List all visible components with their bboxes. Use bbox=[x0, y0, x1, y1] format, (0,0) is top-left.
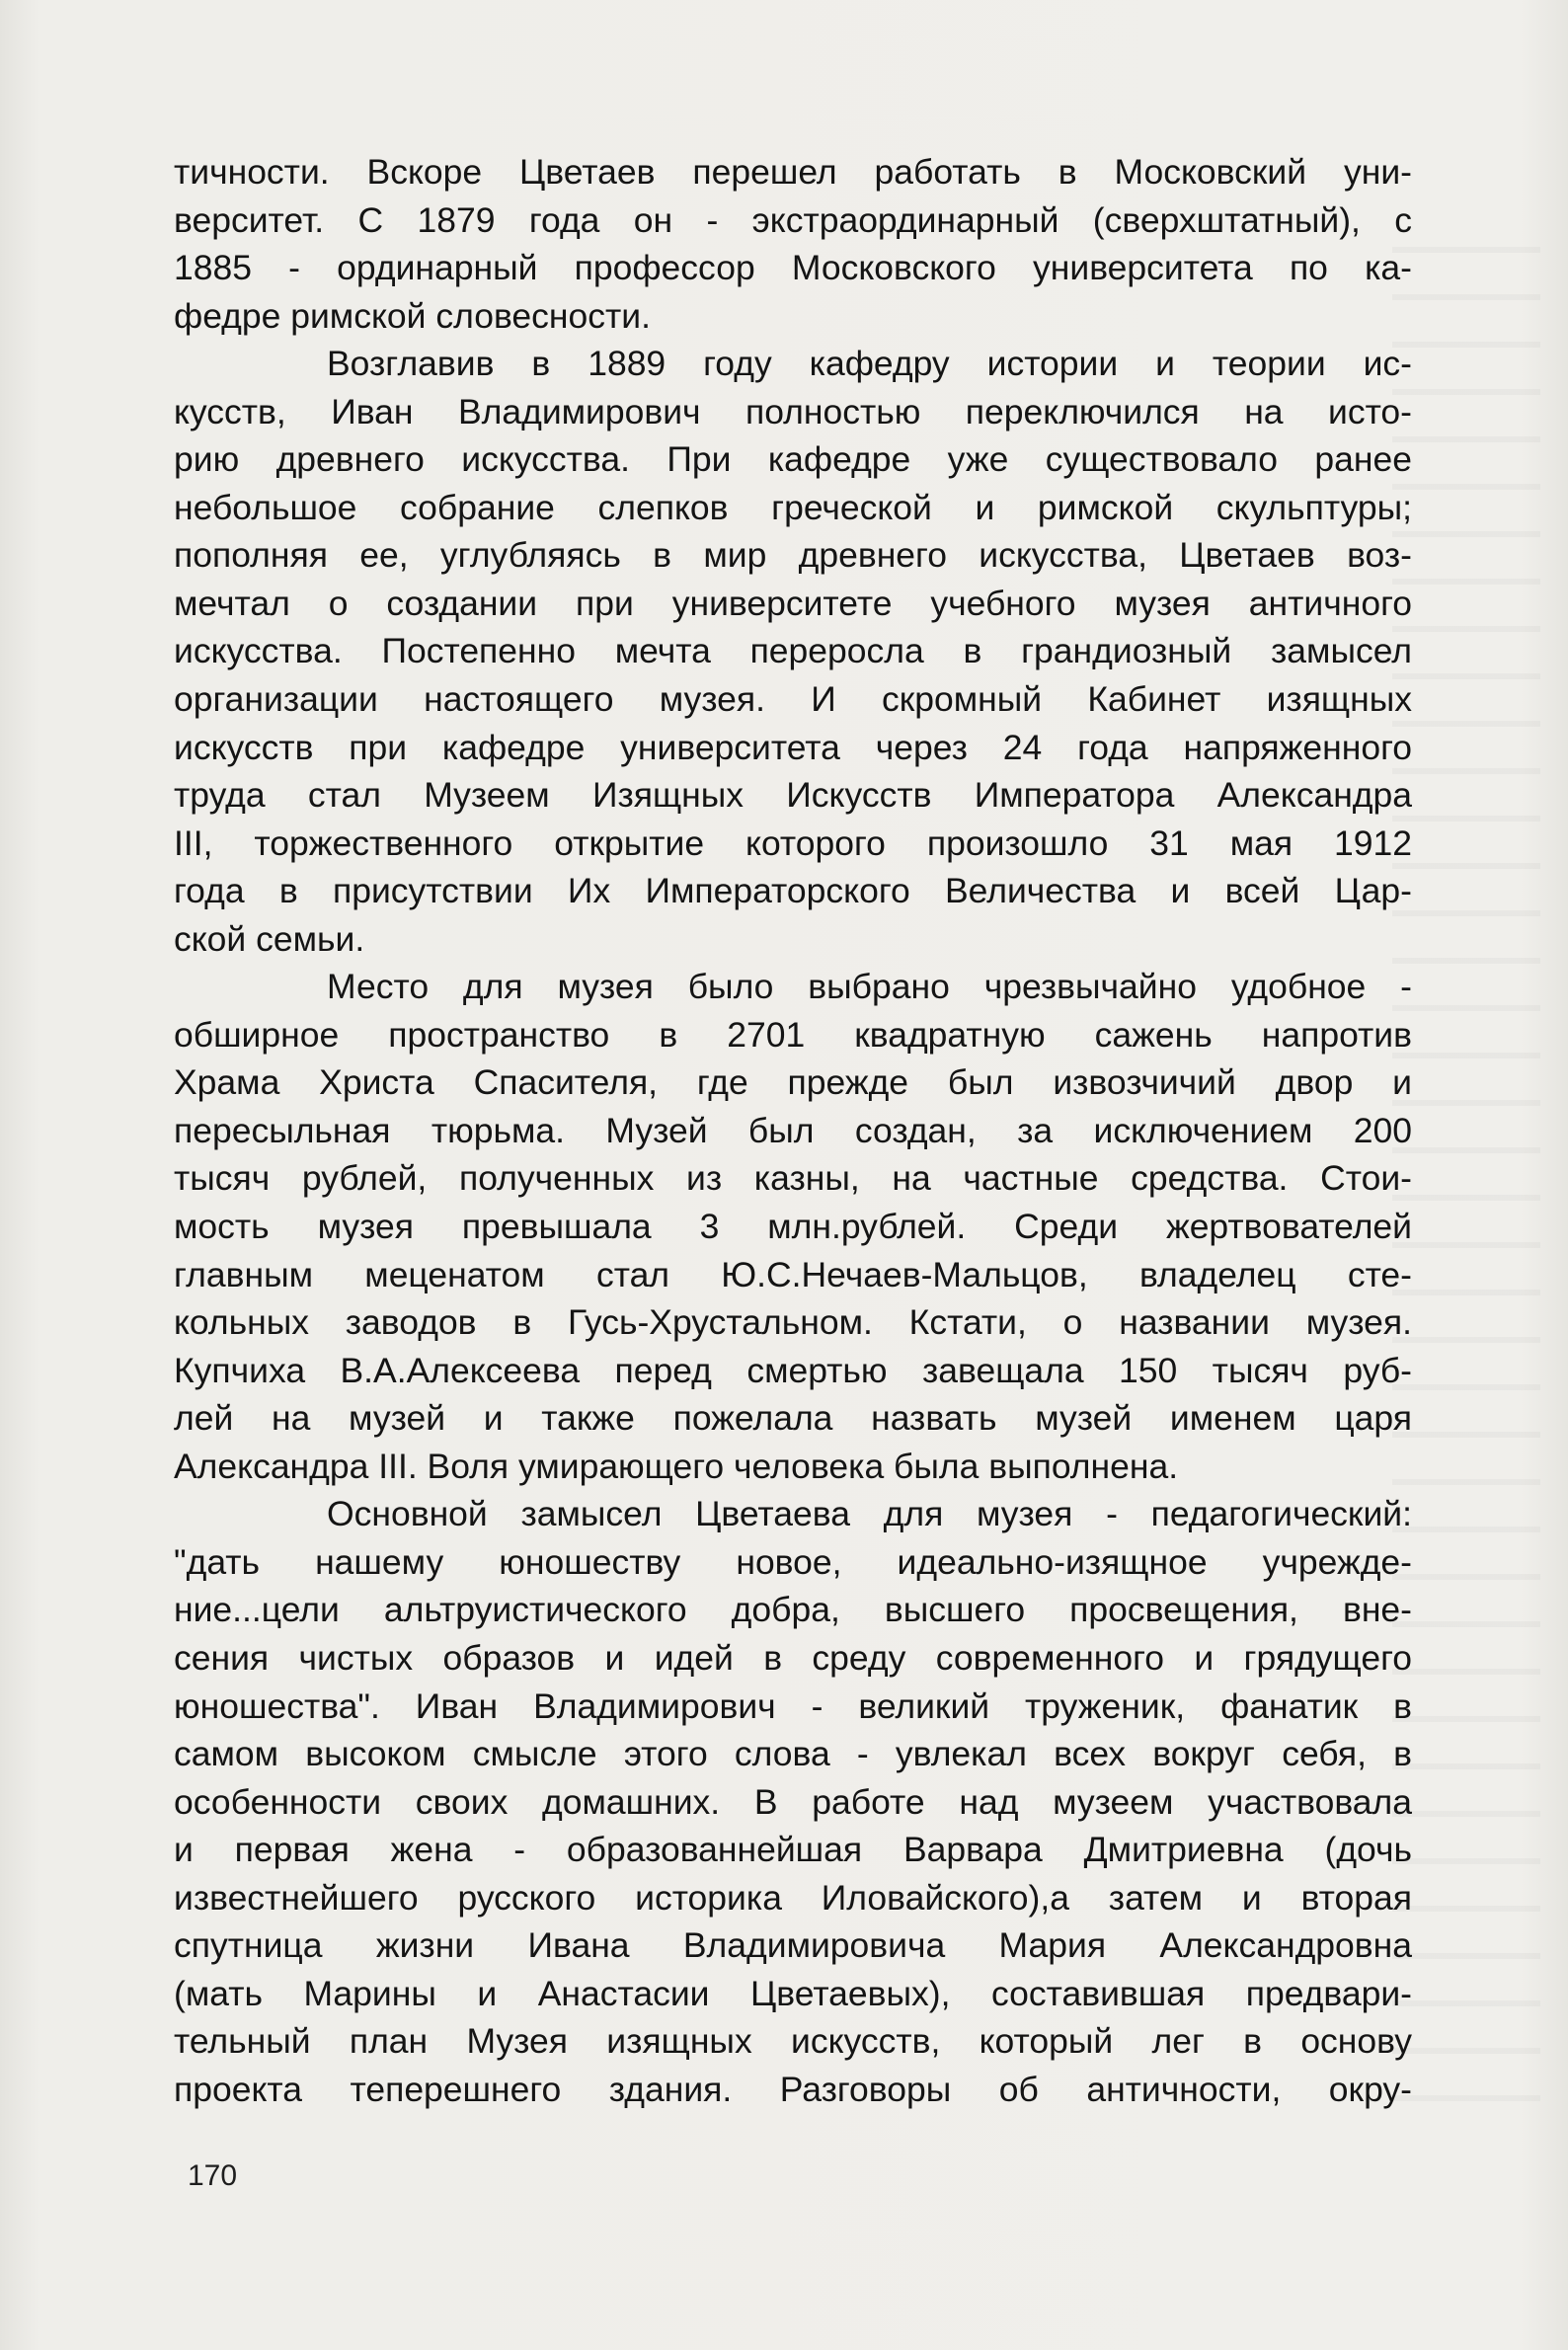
text-line: сения чистых образов и идей в среду современного и грядущего bbox=[174, 1637, 1412, 1678]
text-line: Купчиха В.А.Алексеева перед смертью завещала 150 тысяч руб- bbox=[174, 1350, 1412, 1390]
text-line: ской семьи. bbox=[174, 918, 365, 959]
text-line: пересыльная тюрьма. Музей был создан, за исключением 200 bbox=[174, 1110, 1412, 1150]
page-number: 170 bbox=[188, 2159, 238, 2192]
text-line: "дать нашему юношеству новое, идеально-изящное учрежде- bbox=[174, 1541, 1412, 1582]
text-line: известнейшего русского историка Иловайского),а затем и вторая bbox=[174, 1877, 1412, 1918]
text-line: Александра III. Воля умирающего человека была выполнена. bbox=[174, 1446, 1179, 1486]
text-line: и первая жена - образованнейшая Варвара Дмитриевна (дочь bbox=[174, 1830, 1412, 1870]
text-line: III, торжественного открытие которого произошло 31 мая 1912 bbox=[174, 822, 1412, 863]
text-line: самом высоком смысле этого слова - увлекал всех вокруг себя, в bbox=[174, 1734, 1412, 1774]
text-line: организации настоящего музея. И скромный Кабинет изящных bbox=[174, 679, 1412, 720]
text-line: тичности. Вскоре Цветаев перешел работать в Московский уни- bbox=[174, 152, 1412, 192]
text-line: обширное пространство в 2701 квадратную сажень напротив bbox=[174, 1014, 1412, 1055]
text-line: рию древнего искусства. При кафедре уже существовало ранее bbox=[174, 439, 1412, 480]
text-line: Храма Христа Спасителя, где прежде был извозчичий двор и bbox=[174, 1062, 1412, 1103]
text-line: верситет. С 1879 года он - экстраординарный (сверхштатный), с bbox=[174, 199, 1412, 240]
show-through-texture bbox=[1392, 247, 1540, 2123]
text-line: пополняя ее, углубляясь в мир древнего искусства, Цветаев воз- bbox=[174, 535, 1412, 576]
text-line: юношества". Иван Владимирович - великий труженик, фанатик в bbox=[174, 1685, 1412, 1726]
text-line: лей на музей и также пожелала назвать музей именем царя bbox=[174, 1398, 1412, 1439]
text-line: мость музея превышала 3 млн.рублей. Среди жертвователей bbox=[174, 1207, 1412, 1247]
text-line: особенности своих домашних. В работе над музеем участвовала bbox=[174, 1781, 1412, 1822]
text-line: тысяч рублей, полученных из казны, на частные средства. Стои- bbox=[174, 1158, 1412, 1199]
text-line: 1885 - ординарный профессор Московского университета по ка- bbox=[174, 248, 1412, 288]
text-line: искусства. Постепенно мечта переросла в грандиозный замысел bbox=[174, 631, 1412, 671]
text-line: ние...цели альтруистического добра, высшего просвещения, вне- bbox=[174, 1590, 1412, 1630]
text-line: кольных заводов в Гусь-Хрустальном. Кстати, о названии музея. bbox=[174, 1302, 1412, 1343]
text-line: тельный план Музея изящных искусств, который лег в основу bbox=[174, 2021, 1412, 2062]
text-line: проекта теперешнего здания. Разговоры об античности, окру- bbox=[174, 2069, 1412, 2109]
paragraph-start-line: Основной замысел Цветаева для музея - педагогический: bbox=[327, 1494, 1412, 1534]
text-line: небольшое собрание слепков греческой и римской скульптуры; bbox=[174, 487, 1412, 527]
body-text bbox=[174, 148, 1412, 2113]
text-line: (мать Марины и Анастасии Цветаевых), составившая предвари- bbox=[174, 1973, 1412, 2013]
text-line: кусств, Иван Владимирович полностью переключился на исто- bbox=[174, 391, 1412, 431]
text-line: мечтал о создании при университете учебного музея античного bbox=[174, 583, 1412, 623]
text-line: главным меценатом стал Ю.С.Нечаев-Мальцов, владелец сте- bbox=[174, 1254, 1412, 1294]
text-line: искусств при кафедре университета через 24 года напряженного bbox=[174, 727, 1412, 767]
text-line: спутница жизни Ивана Владимировича Мария Александровна bbox=[174, 1925, 1412, 1966]
text-line: федре римской словесности. bbox=[174, 295, 651, 336]
text-line: года в присутствии Их Императорского Величества и всей Цар- bbox=[174, 871, 1412, 911]
text-line: труда стал Музеем Изящных Искусств Императора Александра bbox=[174, 775, 1412, 816]
paragraph-start-line: Возглавив в 1889 году кафедру истории и теории ис- bbox=[327, 344, 1412, 384]
paragraph-start-line: Место для музея было выбрано чрезвычайно удобное - bbox=[327, 967, 1412, 1007]
